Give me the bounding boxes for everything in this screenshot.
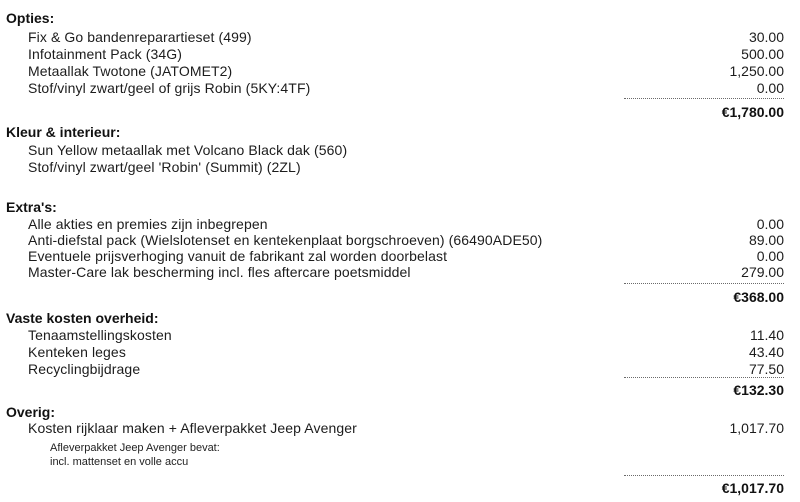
package-note-detail: incl. mattenset en volle accu: [50, 456, 189, 468]
item-amount: 0.00: [756, 216, 784, 232]
line-item: [0, 344, 800, 362]
section-heading: Extra's:: [6, 199, 57, 215]
item-label: Anti-diefstal pack (Wielslotenset en kentekenplaat borgschroeven) (66490ADE50): [28, 232, 543, 248]
subtotal-rule: [624, 475, 784, 476]
item-label: Master-Care lak bescherming incl. fles aftercare poetsmiddel: [28, 264, 411, 280]
item-label: Tenaamstellingskosten: [28, 327, 172, 343]
item-label: Recyclingbijdrage: [28, 361, 141, 377]
line-item: [0, 142, 800, 160]
section-total: €132.30: [733, 382, 784, 398]
item-label: Stof/vinyl zwart/geel 'Robin' (Summit) (2ZL): [28, 159, 301, 175]
item-amount: 1,250.00: [729, 63, 784, 79]
item-label: Kosten rijklaar maken + Afleverpakket Jeep Avenger: [28, 420, 357, 436]
subtotal-rule: [624, 283, 784, 284]
item-amount: 1,017.70: [729, 420, 784, 436]
item-amount: 279.00: [741, 264, 784, 280]
line-item: [0, 46, 800, 64]
item-label: Alle akties en premies zijn inbegrepen: [28, 216, 268, 232]
item-amount: 30.00: [748, 29, 784, 45]
item-amount: 0.00: [756, 80, 784, 96]
subtotal-rule: [624, 98, 784, 99]
line-item: [0, 420, 800, 438]
line-item: [0, 63, 800, 81]
item-label: Infotainment Pack (34G): [28, 46, 183, 62]
line-item: [0, 264, 800, 282]
section-heading: Overig:: [6, 404, 56, 420]
item-amount: 500.00: [741, 46, 784, 62]
package-note-title: Afleverpakket Jeep Avenger bevat:: [50, 442, 220, 454]
section-heading: Opties:: [6, 10, 55, 26]
line-item: [0, 327, 800, 345]
item-amount: 11.40: [750, 327, 784, 343]
item-label: Eventuele prijsverhoging vanuit de fabrikant zal worden doorbelast: [28, 248, 448, 264]
item-label: Stof/vinyl zwart/geel of grijs Robin (5KY:4TF): [28, 80, 311, 96]
line-item: [0, 159, 800, 177]
line-item: [0, 29, 800, 47]
item-amount: 89.00: [748, 232, 784, 248]
item-label: Kenteken leges: [28, 344, 126, 360]
section-total: €1,017.70: [721, 480, 784, 496]
section-heading: Kleur & interieur:: [6, 124, 121, 140]
subtotal-rule: [624, 377, 784, 378]
item-amount: 43.40: [748, 344, 784, 360]
item-label: Fix & Go bandenreparartieset (499): [28, 29, 252, 45]
item-amount: 77.50: [748, 361, 784, 377]
item-label: Metaallak Twotone (JATOMET2): [28, 63, 233, 79]
section-total: €368.00: [733, 289, 784, 305]
section-heading: Vaste kosten overheid:: [6, 310, 159, 326]
line-item: [0, 80, 800, 98]
item-amount: 0.00: [756, 248, 784, 264]
item-label: Sun Yellow metaallak met Volcano Black dak (560): [28, 142, 348, 158]
section-total: €1,780.00: [721, 104, 784, 120]
